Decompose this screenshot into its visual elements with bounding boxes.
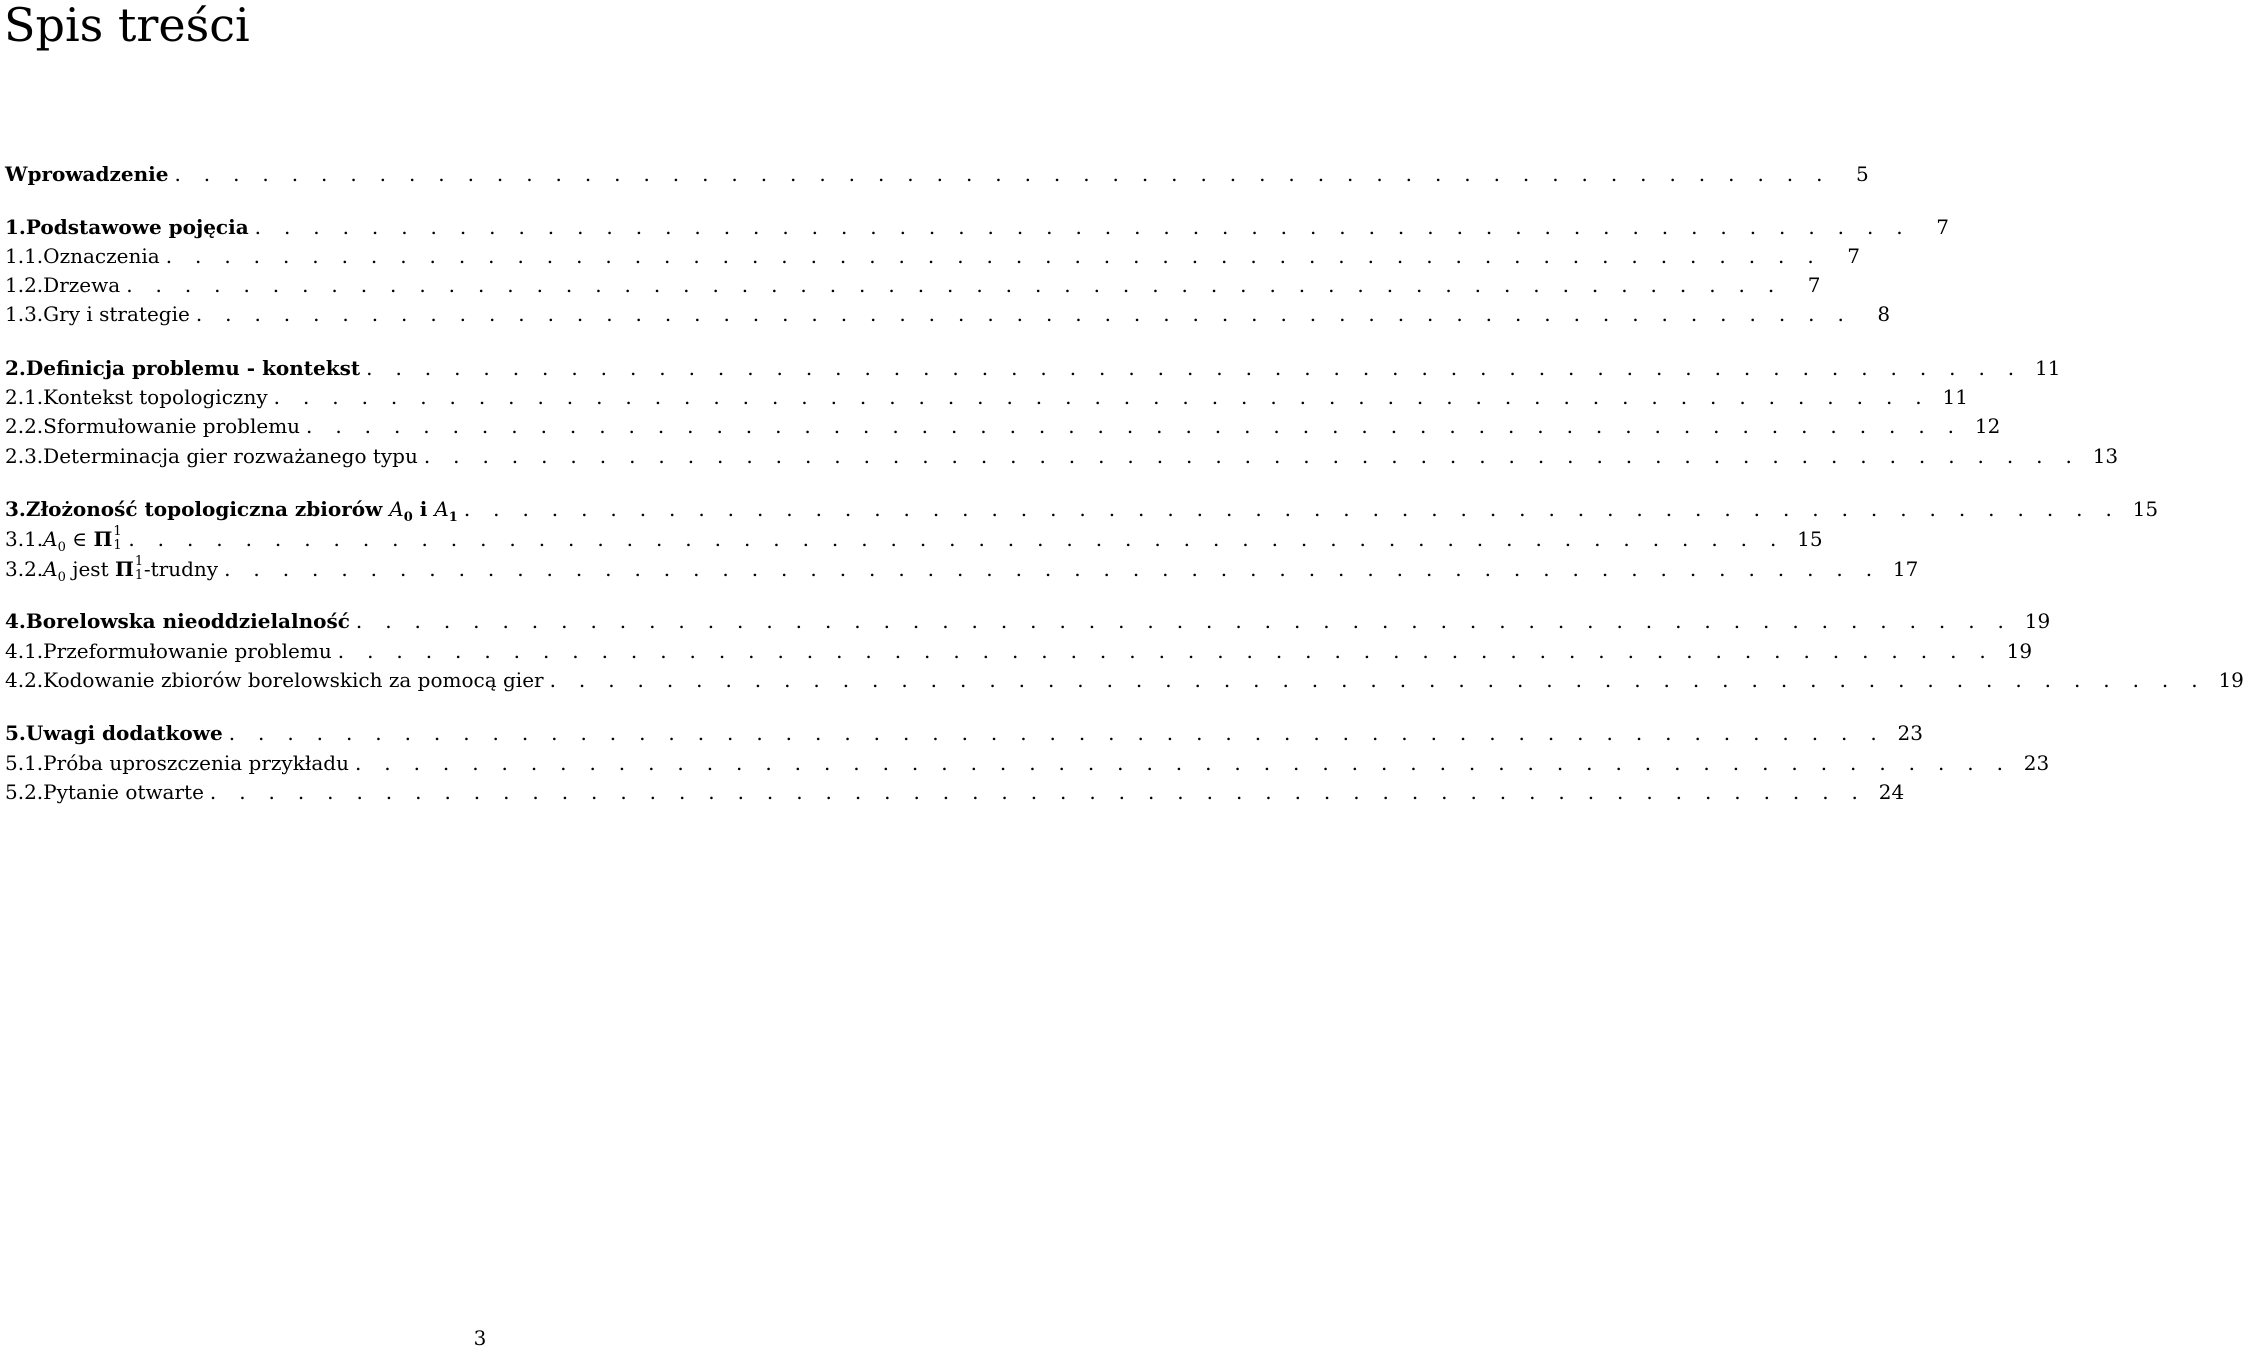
toc-label-text: jest	[72, 557, 109, 581]
toc-entry-section-1-1[interactable]	[5, 242, 1860, 270]
toc-entry-section-2-2[interactable]	[5, 412, 2001, 440]
toc-label	[43, 555, 218, 592]
math-subscript: 0	[57, 570, 66, 585]
toc-number: 2.	[5, 356, 26, 380]
toc-page-number: 8	[1877, 302, 1891, 326]
leader-dots: . . . . . . . . . . . . . . . . . . . . . . . . . . . . . . . . . . . . . . . . . . . . . . . . . . . . . . . . .	[273, 385, 1930, 409]
toc-entry-section-2-1[interactable]	[5, 383, 1968, 411]
toc-entry-section-1-3[interactable]	[5, 300, 1891, 328]
toc-label: Uwagi dodatkowe	[25, 721, 223, 745]
toc-label: Sformułowanie problemu	[43, 414, 301, 438]
toc-number: 2.1.	[5, 385, 44, 409]
leader-dots: . . . . . . . . . . . . . . . . . . . . . . . . . . . . . . . . . . . . . . . . . . . . . . . . . . . . . . . . .	[209, 780, 1867, 804]
toc-page-number: 17	[1892, 557, 1919, 581]
toc-page-number: 11	[2034, 356, 2061, 380]
math-subscript: 0	[57, 540, 66, 555]
toc-label: Pytanie otwarte	[43, 780, 204, 804]
math-subscript: 1	[134, 568, 144, 583]
leader-dots: . . . . . . . . . . . . . . . . . . . . . . . . . . . . . . . . . . . . . . . . . . . . . . . . . . . . . . . . .	[228, 721, 1885, 745]
math-symbol: A	[434, 497, 449, 521]
toc-number: 1.2.	[5, 273, 44, 297]
toc-page-number: 23	[2023, 751, 2050, 775]
math-symbol: A	[43, 557, 58, 581]
toc-entry-intro[interactable]	[5, 160, 1869, 188]
toc-page-number: 23	[1897, 721, 1923, 745]
toc-entry-chapter-3[interactable]	[5, 495, 2159, 525]
leader-dots: . . . . . . . . . . . . . . . . . . . . . . . . . . . . . . . . . . . . . . . . . . . . . . . . . . . . . . . . .	[549, 668, 2206, 692]
toc-number: 2.2.	[5, 414, 44, 438]
leader-dots: . . . . . . . . . . . . . . . . . . . . . . . . . . . . . . . . . . . . . . . . . . . . . . . . . . . . . . . . .	[224, 557, 1881, 581]
math-symbol: A	[43, 527, 58, 551]
math-pi-symbol: Π	[93, 527, 113, 551]
leader-dots: . . . . . . . . . . . . . . . . . . . . . . . . . . . . . . . . . . . . . . . . . . . . . . . . . . . . . . . . .	[337, 639, 1995, 663]
toc-page-number: 5	[1856, 162, 1869, 186]
toc-entry-section-2-3[interactable]	[5, 442, 2119, 470]
math-subscript: 0	[403, 510, 413, 525]
toc-page-number: 13	[2092, 444, 2119, 468]
toc-entry-chapter-5[interactable]	[5, 719, 1923, 747]
toc-label: Determinacja gier rozważanego typu	[43, 444, 418, 468]
toc-label: Gry i strategie	[43, 302, 190, 326]
toc-number: 5.2.	[5, 780, 44, 804]
toc-number: 1.	[5, 215, 26, 239]
math-relation: ∈	[72, 527, 88, 551]
toc-number: 1.3.	[5, 302, 44, 326]
toc-entry-section-5-1[interactable]	[5, 749, 2050, 777]
math-subscript: 1	[448, 510, 458, 525]
toc-label-suffix: -trudny	[143, 557, 219, 581]
toc-entry-section-1-2[interactable]	[5, 271, 1821, 299]
toc-entry-section-3-1[interactable]	[5, 524, 1823, 555]
toc-number: 4.	[5, 609, 26, 633]
toc-label: Kontekst topologiczny	[43, 385, 268, 409]
toc-label: Wprowadzenie	[5, 162, 169, 186]
toc-label: Drzewa	[43, 273, 121, 297]
toc-label-text: Złożoność topologiczna zbiorów	[25, 497, 383, 521]
toc-page-number: 7	[1807, 273, 1821, 297]
leader-dots: . . . . . . . . . . . . . . . . . . . . . . . . . . . . . . . . . . . . . . . . . . . . . . . . . . . . . . . . .	[126, 273, 1783, 297]
toc-label: Borelowska nieoddzielalność	[25, 609, 350, 633]
toc-number: 5.1.	[5, 751, 44, 775]
math-scripts	[134, 554, 144, 583]
toc-entry-chapter-2[interactable]	[5, 354, 2061, 382]
toc-label: Definicja problemu - kontekst	[25, 356, 361, 380]
toc-label: Podstawowe pojęcia	[25, 215, 249, 239]
toc-page-number: 11	[1942, 385, 1968, 409]
toc-page-number: 15	[2132, 497, 2159, 521]
leader-dots: . . . . . . . . . . . . . . . . . . . . . . . . . . . . . . . . . . . . . . . . . . . . . . . . . . . . . . . . .	[463, 497, 2121, 521]
toc-entry-chapter-1[interactable]	[5, 213, 1949, 241]
leader-dots: . . . . . . . . . . . . . . . . . . . . . . . . . . . . . . . . . . . . . . . . . . . . . . . . . . . . . . . . .	[354, 751, 2012, 775]
math-scripts	[112, 524, 122, 553]
toc-entry-section-5-2[interactable]	[5, 778, 1905, 806]
math-symbol: A	[389, 497, 404, 521]
toc-label: Oznaczenia	[43, 244, 160, 268]
toc-entry-section-4-1[interactable]	[5, 637, 2033, 665]
toc-entry-section-4-2[interactable]	[5, 666, 2244, 694]
toc-label: Przeformułowanie problemu	[43, 639, 332, 663]
toc-page-number: 19	[2024, 609, 2051, 633]
toc-label: Próba uproszczenia przykładu	[43, 751, 349, 775]
leader-dots: . . . . . . . . . . . . . . . . . . . . . . . . . . . . . . . . . . . . . . . . . . . . . . . . . . . . . . . . .	[128, 527, 1785, 551]
leader-dots: . . . . . . . . . . . . . . . . . . . . . . . . . . . . . . . . . . . . . . . . . . . . . . . . . . . . . . . . .	[355, 609, 2013, 633]
toc-page-number: 7	[1847, 244, 1860, 268]
toc-number: 5.	[5, 721, 26, 745]
math-superscript: 1	[134, 554, 144, 569]
leader-dots: . . . . . . . . . . . . . . . . . . . . . . . . . . . . . . . . . . . . . . . . . . . . . . . . . . . . . . . . .	[423, 444, 2081, 468]
conjunction: i	[419, 497, 428, 521]
page-title: Spis treści	[4, 0, 250, 52]
leader-dots: . . . . . . . . . . . . . . . . . . . . . . . . . . . . . . . . . . . . . . . . . . . . . . . . . . . . . . . . .	[165, 244, 1822, 268]
toc-label: Kodowanie zbiorów borelowskich za pomocą gier	[43, 668, 544, 692]
toc-number: 3.1.	[5, 527, 44, 551]
leader-dots: . . . . . . . . . . . . . . . . . . . . . . . . . . . . . . . . . . . . . . . . . . . . . . . . . . . . . . . . .	[306, 414, 1963, 438]
toc-number: 3.	[5, 497, 26, 521]
toc-page-number: 19	[2218, 668, 2244, 692]
math-superscript: 1	[113, 524, 122, 539]
page-number-footer: 3	[473, 1326, 487, 1350]
toc-number: 2.3.	[5, 444, 44, 468]
math-pi-symbol: Π	[114, 557, 134, 581]
toc-page-number: 7	[1936, 215, 1949, 239]
toc-page-number: 19	[2006, 639, 2033, 663]
leader-dots: . . . . . . . . . . . . . . . . . . . . . . . . . . . . . . . . . . . . . . . . . . . . . . . . . . . . . . . . .	[254, 215, 1911, 239]
toc-page-number: 12	[1974, 414, 2001, 438]
leader-dots: . . . . . . . . . . . . . . . . . . . . . . . . . . . . . . . . . . . . . . . . . . . . . . . . . . . . . . . . .	[174, 162, 1831, 186]
leader-dots: . . . . . . . . . . . . . . . . . . . . . . . . . . . . . . . . . . . . . . . . . . . . . . . . . . . . . . . . .	[366, 356, 2023, 380]
math-subscript: 1	[113, 538, 122, 553]
toc-entry-section-3-2[interactable]	[5, 554, 1919, 585]
leader-dots: . . . . . . . . . . . . . . . . . . . . . . . . . . . . . . . . . . . . . . . . . . . . . . . . . . . . . . . . .	[195, 302, 1853, 326]
toc-entry-chapter-4[interactable]	[5, 607, 2051, 635]
toc-number: 3.2.	[5, 557, 44, 581]
toc-number: 4.2.	[5, 668, 44, 692]
toc-page-number: 24	[1878, 780, 1905, 804]
toc-page-number: 15	[1797, 527, 1823, 551]
toc-number: 1.1.	[5, 244, 44, 268]
toc-number: 4.1.	[5, 639, 44, 663]
